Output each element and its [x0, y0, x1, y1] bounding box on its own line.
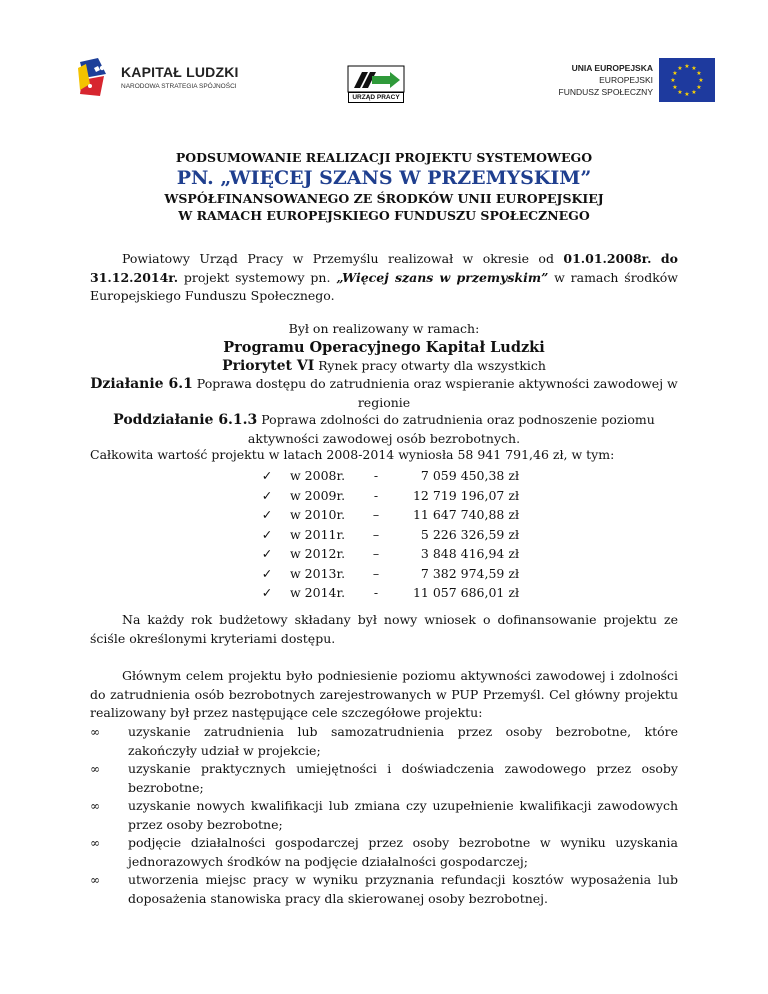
annual-application-paragraph: Na każdy rok budżetowy składany był nowy wniosek o dofinansowanie projektu ze ściśle określonymi kryteriami dostępu. [90, 612, 678, 646]
svg-text:★: ★ [670, 77, 676, 84]
list-item [90, 871, 678, 908]
intro-text-4: w ramach środków Europejskiego Funduszu Społecznego. [90, 269, 678, 303]
svg-text:★: ★ [677, 89, 683, 96]
svg-text:★: ★ [672, 84, 678, 91]
year-dash: – [372, 565, 380, 581]
year-row [259, 525, 519, 545]
year-dash: - [373, 585, 379, 600]
unia-line-1: UNIA EUROPEJSKA [571, 63, 653, 73]
framework-block [90, 320, 678, 447]
framework-action [90, 375, 678, 411]
title-line-1: PODSUMOWANIE REALIZACJI PROJEKTU SYSTEMOWEGO [175, 150, 593, 165]
checkmark-icon: ✓ [261, 526, 273, 542]
checkmark-icon: ✓ [261, 468, 273, 483]
svg-text:★: ★ [672, 70, 678, 77]
urzad-pracy-label: URZĄD PRACY [348, 92, 404, 103]
year-row [259, 466, 519, 486]
infinity-bullet-icon: ∞ [90, 873, 100, 887]
title-line-3: WSPÓŁFINANSOWANEGO ZE ŚRODKÓW UNII EUROPEJSKIEJ [164, 191, 604, 206]
subaction-text: Poprawa zdolności do zatrudnienia oraz podnoszenie poziomu aktywności zawodowej osób bezrobotnych. [247, 412, 655, 446]
kapital-ludzki-logo [76, 54, 246, 102]
urzad-pracy-logo [346, 64, 406, 104]
year-amount: 11 647 740,88 zł [412, 507, 519, 522]
svg-text:★: ★ [691, 89, 697, 96]
year-row [259, 486, 519, 506]
intro-text-1: Powiatowy Urząd Pracy w Przemyślu realizował w okresie od [122, 251, 564, 266]
infinity-bullet-icon: ∞ [90, 799, 100, 813]
title-line-4: W RAMACH EUROPEJSKIEGO FUNDUSZU SPOŁECZNEGO [178, 208, 590, 223]
year-dash: – [372, 546, 380, 561]
year-dash: – [372, 526, 380, 542]
framework-program: Programu Operacyjnego Kapitał Ludzki [223, 338, 545, 356]
year-amount: 3 848 416,94 zł [420, 546, 519, 561]
year-row [259, 564, 519, 584]
unia-line-3: FUNDUSZ SPOŁECZNY [558, 87, 653, 97]
year-dash: - [373, 487, 379, 503]
total-value-text: Całkowita wartość projektu w latach 2008-2014 wyniosła 58 941 791,46 zł, w tym: [90, 447, 615, 462]
unia-europejska-text [559, 62, 653, 98]
year-dash: - [373, 468, 379, 483]
title-project-name: PN. „WIĘCEJ SZANS W PRZEMYSKIM” [176, 167, 592, 189]
svg-text:★: ★ [696, 70, 702, 77]
yearly-breakdown [259, 466, 519, 603]
priority-text: Rynek pracy otwarty dla wszystkich [314, 357, 546, 373]
list-item-text: uzyskanie zatrudnienia lub samozatrudnienia przez osoby bezrobotne, które zakończyły udział w projekcie; [128, 724, 678, 758]
unia-europejska-logo [520, 58, 715, 106]
year-amount: 5 226 326,59 zł [420, 526, 519, 542]
checkmark-icon: ✓ [261, 487, 273, 503]
framework-subaction [90, 411, 678, 447]
framework-intro: Był on realizowany w ramach: [288, 321, 480, 336]
infinity-bullet-icon: ∞ [90, 725, 100, 739]
list-item-text: uzyskanie nowych kwalifikacji lub zmiana czy uzupełnienie kwalifikacji zawodowych przez osoby bezrobotne; [128, 798, 678, 832]
intro-project-name: „Więcej szans w przemyskim” [336, 269, 549, 285]
list-item [90, 797, 678, 834]
checkmark-icon: ✓ [261, 546, 273, 561]
svg-text:★: ★ [691, 65, 697, 72]
year-amount: 7 382 974,59 zł [420, 565, 519, 581]
infinity-bullet-icon: ∞ [90, 836, 100, 850]
framework-priority [90, 357, 678, 376]
year-row [259, 544, 519, 564]
intro-paragraph [90, 250, 678, 306]
action-text: Poprawa dostępu do zatrudnienia oraz wspieranie aktywności zawodowej w regionie [192, 376, 678, 410]
kapital-ludzki-title: KAPITAŁ LUDZKI [121, 64, 239, 80]
year-label: w 2010r. [290, 507, 346, 522]
svg-text:★: ★ [684, 63, 690, 70]
list-item-text: uzyskanie praktycznych umiejętności i doświadczenia zawodowego przez osoby bezrobotne; [128, 761, 678, 795]
svg-text:★: ★ [698, 77, 704, 84]
intro-date-from: 01.01.2008r. [563, 251, 652, 266]
svg-text:★: ★ [677, 65, 683, 72]
checkmark-icon: ✓ [261, 565, 273, 581]
kapital-ludzki-subtitle: NARODOWA STRATEGIA SPÓJNOŚCI [121, 83, 237, 90]
year-label: w 2008r. [290, 468, 346, 483]
year-amount: 11 057 686,01 zł [412, 585, 519, 600]
document-title [90, 149, 678, 224]
svg-text:★: ★ [696, 84, 702, 91]
subaction-label: Poddziałanie 6.1.3 [113, 412, 258, 428]
specific-goals-list [90, 723, 678, 908]
intro-date-to: do 31.12.2014r. [90, 251, 678, 285]
year-amount: 7 059 450,38 zł [420, 468, 519, 483]
year-label: w 2014r. [290, 585, 346, 600]
year-label: w 2013r. [290, 565, 346, 581]
list-item-text: podjęcie działalności gospodarczej przez osoby bezrobotne w wyniku uzyskania jednorazowych środków na podjęcie działalności gospodarczej; [128, 835, 678, 869]
action-label: Działanie 6.1 [90, 376, 193, 392]
priority-label: Priorytet VI [222, 357, 315, 374]
infinity-bullet-icon: ∞ [90, 762, 100, 776]
year-amount: 12 719 196,07 zł [412, 487, 519, 503]
year-row [259, 583, 519, 603]
intro-text-3: projekt systemowy pn. [178, 269, 337, 285]
list-item [90, 760, 678, 797]
urzad-pracy-emblem-icon [346, 64, 406, 94]
goal-paragraph: Głównym celem projektu było podniesienie poziomu aktywności zawodowej i zdolności do zatrudnienia osób bezrobotnych zarejestrowanych w PUP Przemyśl. Cel główny projektu realizowany był przez następujące cele szczegółowe projektu: [90, 668, 678, 720]
list-item-text: utworzenia miejsc pracy w wyniku przyznania refundacji kosztów wyposażenia lub doposażenia stanowiska pracy dla skierowanej osoby bezrobotnej. [128, 872, 678, 906]
kapital-ludzki-emblem-icon [76, 54, 120, 100]
eu-flag-icon [659, 58, 715, 102]
list-item [90, 834, 678, 871]
year-label: w 2012r. [290, 546, 346, 561]
year-label: w 2009r. [290, 487, 346, 503]
year-dash: – [372, 507, 380, 522]
checkmark-icon: ✓ [261, 507, 273, 522]
intro-text-2 [651, 251, 660, 266]
year-row [259, 505, 519, 525]
unia-line-2: EUROPEJSKI [599, 75, 653, 85]
year-label: w 2011r. [290, 526, 346, 542]
svg-text:★: ★ [684, 91, 690, 98]
checkmark-icon: ✓ [261, 585, 273, 600]
list-item [90, 723, 678, 760]
